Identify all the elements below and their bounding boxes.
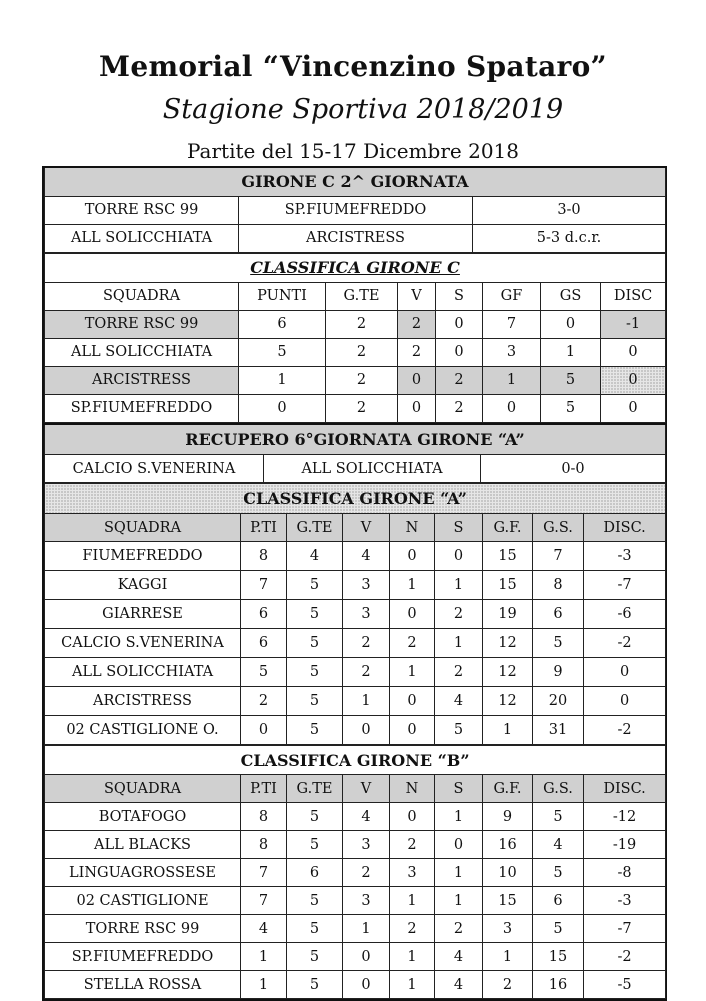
cell: 7 xyxy=(241,859,287,887)
cell: -3 xyxy=(584,542,666,571)
cell: -12 xyxy=(584,803,666,831)
girone-b-rows xyxy=(45,803,666,999)
column-header: DISC. xyxy=(584,775,666,803)
cell: 16 xyxy=(483,831,533,859)
girone-c-results-table xyxy=(44,166,666,253)
cell: 1 xyxy=(483,943,533,971)
column-header: GS xyxy=(541,282,601,310)
cell: 7 xyxy=(241,887,287,915)
cell: 15 xyxy=(483,542,533,571)
cell: -7 xyxy=(584,571,666,600)
cell: 0 xyxy=(390,803,435,831)
cell: 3 xyxy=(343,571,390,600)
match-score: 5-3 d.c.r. xyxy=(473,224,666,252)
cell: 12 xyxy=(483,629,533,658)
team-name: GIARRESE xyxy=(45,600,241,629)
cell: -6 xyxy=(584,600,666,629)
column-header: S xyxy=(436,282,483,310)
cell: 2 xyxy=(390,915,435,943)
cell: 8 xyxy=(241,542,287,571)
cell: 3 xyxy=(483,338,541,366)
cell: 1 xyxy=(343,915,390,943)
table-row xyxy=(45,310,666,338)
girone-a-title: CLASSIFICA GIRONE “A” xyxy=(45,484,666,514)
away-team: ARCISTRESS xyxy=(239,224,473,252)
cell: 1 xyxy=(435,887,483,915)
cell: -8 xyxy=(584,859,666,887)
column-header: GF xyxy=(483,282,541,310)
team-name: SP.FIUMEFREDDO xyxy=(45,394,239,422)
cell: 7 xyxy=(533,542,584,571)
table-row xyxy=(45,658,666,687)
cell: 5 xyxy=(287,943,343,971)
cell: 15 xyxy=(533,943,584,971)
match-row xyxy=(45,196,666,224)
cell: -1 xyxy=(601,310,666,338)
team-name: ARCISTRESS xyxy=(45,366,239,394)
cell: 0 xyxy=(435,831,483,859)
team-name: 02 CASTIGLIONE xyxy=(45,887,241,915)
table-row xyxy=(45,943,666,971)
cell: 5 xyxy=(287,915,343,943)
cell: 2 xyxy=(326,310,398,338)
team-name: BOTAFOGO xyxy=(45,803,241,831)
girone-c-standings-table xyxy=(44,253,666,423)
cell: 5 xyxy=(287,887,343,915)
cell: 20 xyxy=(533,687,584,716)
cell: 12 xyxy=(483,687,533,716)
team-name: SP.FIUMEFREDDO xyxy=(45,943,241,971)
cell: 8 xyxy=(241,803,287,831)
table-row xyxy=(45,915,666,943)
column-header: P.TI xyxy=(241,514,287,542)
cell: 1 xyxy=(390,887,435,915)
cell: 0 xyxy=(390,542,435,571)
standings-header-row xyxy=(45,514,666,542)
away-team: ALL SOLICCHIATA xyxy=(264,455,481,483)
team-name: FIUMEFREDDO xyxy=(45,542,241,571)
cell: -2 xyxy=(584,716,666,745)
column-header: SQUADRA xyxy=(45,514,241,542)
cell: 1 xyxy=(541,338,601,366)
column-header: G.TE xyxy=(326,282,398,310)
cell: 2 xyxy=(326,338,398,366)
cell: 0 xyxy=(241,716,287,745)
table-row xyxy=(45,831,666,859)
match-dates: Partite del 15-17 Dicembre 2018 xyxy=(186,139,519,163)
team-name: LINGUAGROSSESE xyxy=(45,859,241,887)
team-name: KAGGI xyxy=(45,571,241,600)
table-row xyxy=(45,600,666,629)
cell: 5 xyxy=(287,716,343,745)
cell: 1 xyxy=(435,629,483,658)
home-team: ALL SOLICCHIATA xyxy=(45,224,239,252)
cell: 5 xyxy=(541,394,601,422)
column-header: G.F. xyxy=(483,775,533,803)
girone-b-title: CLASSIFICA GIRONE “B” xyxy=(45,746,666,775)
cell: 1 xyxy=(435,859,483,887)
team-name: CALCIO S.VENERINA xyxy=(45,629,241,658)
cell: 3 xyxy=(390,859,435,887)
cell: 5 xyxy=(287,803,343,831)
cell: 3 xyxy=(343,831,390,859)
table-row xyxy=(45,687,666,716)
cell: 5 xyxy=(239,338,326,366)
table-row xyxy=(45,803,666,831)
cell: 0 xyxy=(601,366,666,394)
girone-a-standings-table xyxy=(44,483,666,745)
cell: -2 xyxy=(584,629,666,658)
cell: 5 xyxy=(287,687,343,716)
cell: 0 xyxy=(601,394,666,422)
table-row xyxy=(45,716,666,745)
table-row xyxy=(45,571,666,600)
cell: 0 xyxy=(601,338,666,366)
document-title: Memorial “Vincenzino Spataro” xyxy=(99,50,607,83)
column-header: P.TI xyxy=(241,775,287,803)
cell: 5 xyxy=(241,658,287,687)
team-name: ALL SOLICCHIATA xyxy=(45,338,239,366)
table-row xyxy=(45,887,666,915)
column-header: SQUADRA xyxy=(45,282,239,310)
cell: 8 xyxy=(241,831,287,859)
cell: -5 xyxy=(584,971,666,999)
cell: 0 xyxy=(483,394,541,422)
cell: 10 xyxy=(483,859,533,887)
cell: 2 xyxy=(435,658,483,687)
cell: 5 xyxy=(287,658,343,687)
cell: 0 xyxy=(343,716,390,745)
cell: 4 xyxy=(241,915,287,943)
cell: 1 xyxy=(390,658,435,687)
recupero-table xyxy=(44,423,666,484)
cell: 5 xyxy=(287,600,343,629)
cell: 31 xyxy=(533,716,584,745)
cell: 4 xyxy=(287,542,343,571)
cell: 4 xyxy=(435,971,483,999)
cell: 5 xyxy=(287,629,343,658)
cell: 8 xyxy=(533,571,584,600)
cell: 0 xyxy=(343,943,390,971)
column-header: N xyxy=(390,514,435,542)
cell: 6 xyxy=(287,859,343,887)
table-row xyxy=(45,629,666,658)
recupero-title: RECUPERO 6°GIORNATA GIRONE “A” xyxy=(45,424,666,455)
cell: 6 xyxy=(533,600,584,629)
cell: 2 xyxy=(398,310,436,338)
cell: 4 xyxy=(343,542,390,571)
cell: 5 xyxy=(435,716,483,745)
cell: 1 xyxy=(239,366,326,394)
away-team: SP.FIUMEFREDDO xyxy=(239,196,473,224)
column-header: G.S. xyxy=(533,775,584,803)
girone-c-title: GIRONE C 2^ GIORNATA xyxy=(45,167,666,196)
cell: 2 xyxy=(343,859,390,887)
cell: 1 xyxy=(390,571,435,600)
cell: 0 xyxy=(436,310,483,338)
cell: 5 xyxy=(533,859,584,887)
team-name: ALL BLACKS xyxy=(45,831,241,859)
cell: 2 xyxy=(343,658,390,687)
season-subtitle: Stagione Sportiva 2018/2019 xyxy=(162,94,564,125)
cell: 6 xyxy=(241,629,287,658)
cell: 1 xyxy=(435,803,483,831)
table-row xyxy=(45,366,666,394)
home-team: CALCIO S.VENERINA xyxy=(45,455,264,483)
cell: -7 xyxy=(584,915,666,943)
column-header: G.F. xyxy=(483,514,533,542)
cell: 0 xyxy=(343,971,390,999)
cell: 2 xyxy=(390,629,435,658)
match-score: 0-0 xyxy=(481,455,666,483)
team-name: STELLA ROSSA xyxy=(45,971,241,999)
cell: 2 xyxy=(436,394,483,422)
column-header: S xyxy=(435,514,483,542)
cell: 19 xyxy=(483,600,533,629)
cell: 4 xyxy=(435,943,483,971)
cell: 4 xyxy=(343,803,390,831)
cell: 2 xyxy=(435,600,483,629)
cell: 5 xyxy=(533,803,584,831)
cell: 2 xyxy=(436,366,483,394)
cell: 9 xyxy=(533,658,584,687)
cell: 3 xyxy=(483,915,533,943)
cell: 6 xyxy=(241,600,287,629)
match-row xyxy=(45,455,666,483)
column-header: S xyxy=(435,775,483,803)
cell: 5 xyxy=(533,629,584,658)
cell: 2 xyxy=(390,831,435,859)
standings-header-row xyxy=(45,775,666,803)
cell: 0 xyxy=(390,687,435,716)
cell: 5 xyxy=(287,571,343,600)
cell: 12 xyxy=(483,658,533,687)
column-header: SQUADRA xyxy=(45,775,241,803)
column-header: V xyxy=(398,282,436,310)
column-header: DISC. xyxy=(584,514,666,542)
table-row xyxy=(45,971,666,999)
cell: 3 xyxy=(343,600,390,629)
cell: 1 xyxy=(435,571,483,600)
cell: 2 xyxy=(435,915,483,943)
cell: 6 xyxy=(239,310,326,338)
cell: 1 xyxy=(241,971,287,999)
cell: 7 xyxy=(483,310,541,338)
cell: 0 xyxy=(436,338,483,366)
cell: -2 xyxy=(584,943,666,971)
cell: 1 xyxy=(483,716,533,745)
cell: -19 xyxy=(584,831,666,859)
cell: 0 xyxy=(398,366,436,394)
cell: 1 xyxy=(483,366,541,394)
cell: 1 xyxy=(343,687,390,716)
team-name: ALL SOLICCHIATA xyxy=(45,658,241,687)
cell: 4 xyxy=(435,687,483,716)
column-header: G.TE xyxy=(287,514,343,542)
cell: 6 xyxy=(533,887,584,915)
cell: 2 xyxy=(343,629,390,658)
cell: 1 xyxy=(390,971,435,999)
cell: 1 xyxy=(241,943,287,971)
cell: 0 xyxy=(390,600,435,629)
cell: 7 xyxy=(241,571,287,600)
table-row xyxy=(45,338,666,366)
cell: 2 xyxy=(326,394,398,422)
cell: 2 xyxy=(483,971,533,999)
cell: 0 xyxy=(435,542,483,571)
cell: 2 xyxy=(241,687,287,716)
column-header: DISC xyxy=(601,282,666,310)
column-header: V xyxy=(343,775,390,803)
girone-a-rows xyxy=(45,542,666,745)
cell: 0 xyxy=(584,687,666,716)
cell: 3 xyxy=(343,887,390,915)
match-score: 3-0 xyxy=(473,196,666,224)
cell: 0 xyxy=(390,716,435,745)
cell: 2 xyxy=(326,366,398,394)
column-header: PUNTI xyxy=(239,282,326,310)
table-row xyxy=(45,542,666,571)
cell: 5 xyxy=(287,831,343,859)
cell: 4 xyxy=(533,831,584,859)
cell: 1 xyxy=(390,943,435,971)
team-name: 02 CASTIGLIONE O. xyxy=(45,716,241,745)
column-header: G.S. xyxy=(533,514,584,542)
match-row xyxy=(45,224,666,252)
cell: 5 xyxy=(533,915,584,943)
standings-header-row xyxy=(45,282,666,310)
column-header: V xyxy=(343,514,390,542)
column-header: G.TE xyxy=(287,775,343,803)
results-sheet xyxy=(42,166,667,1001)
cell: 0 xyxy=(584,658,666,687)
table-row xyxy=(45,859,666,887)
table-row xyxy=(45,394,666,422)
home-team: TORRE RSC 99 xyxy=(45,196,239,224)
cell: 16 xyxy=(533,971,584,999)
team-name: TORRE RSC 99 xyxy=(45,310,239,338)
cell: 2 xyxy=(398,338,436,366)
cell: 0 xyxy=(239,394,326,422)
cell: 15 xyxy=(483,571,533,600)
cell: 15 xyxy=(483,887,533,915)
cell: 0 xyxy=(541,310,601,338)
cell: -3 xyxy=(584,887,666,915)
cell: 0 xyxy=(398,394,436,422)
column-header: N xyxy=(390,775,435,803)
cell: 9 xyxy=(483,803,533,831)
team-name: ARCISTRESS xyxy=(45,687,241,716)
cell: 5 xyxy=(541,366,601,394)
girone-c-standings-title: CLASSIFICA GIRONE C xyxy=(45,253,666,282)
girone-b-standings-table xyxy=(44,745,666,999)
cell: 5 xyxy=(287,971,343,999)
team-name: TORRE RSC 99 xyxy=(45,915,241,943)
